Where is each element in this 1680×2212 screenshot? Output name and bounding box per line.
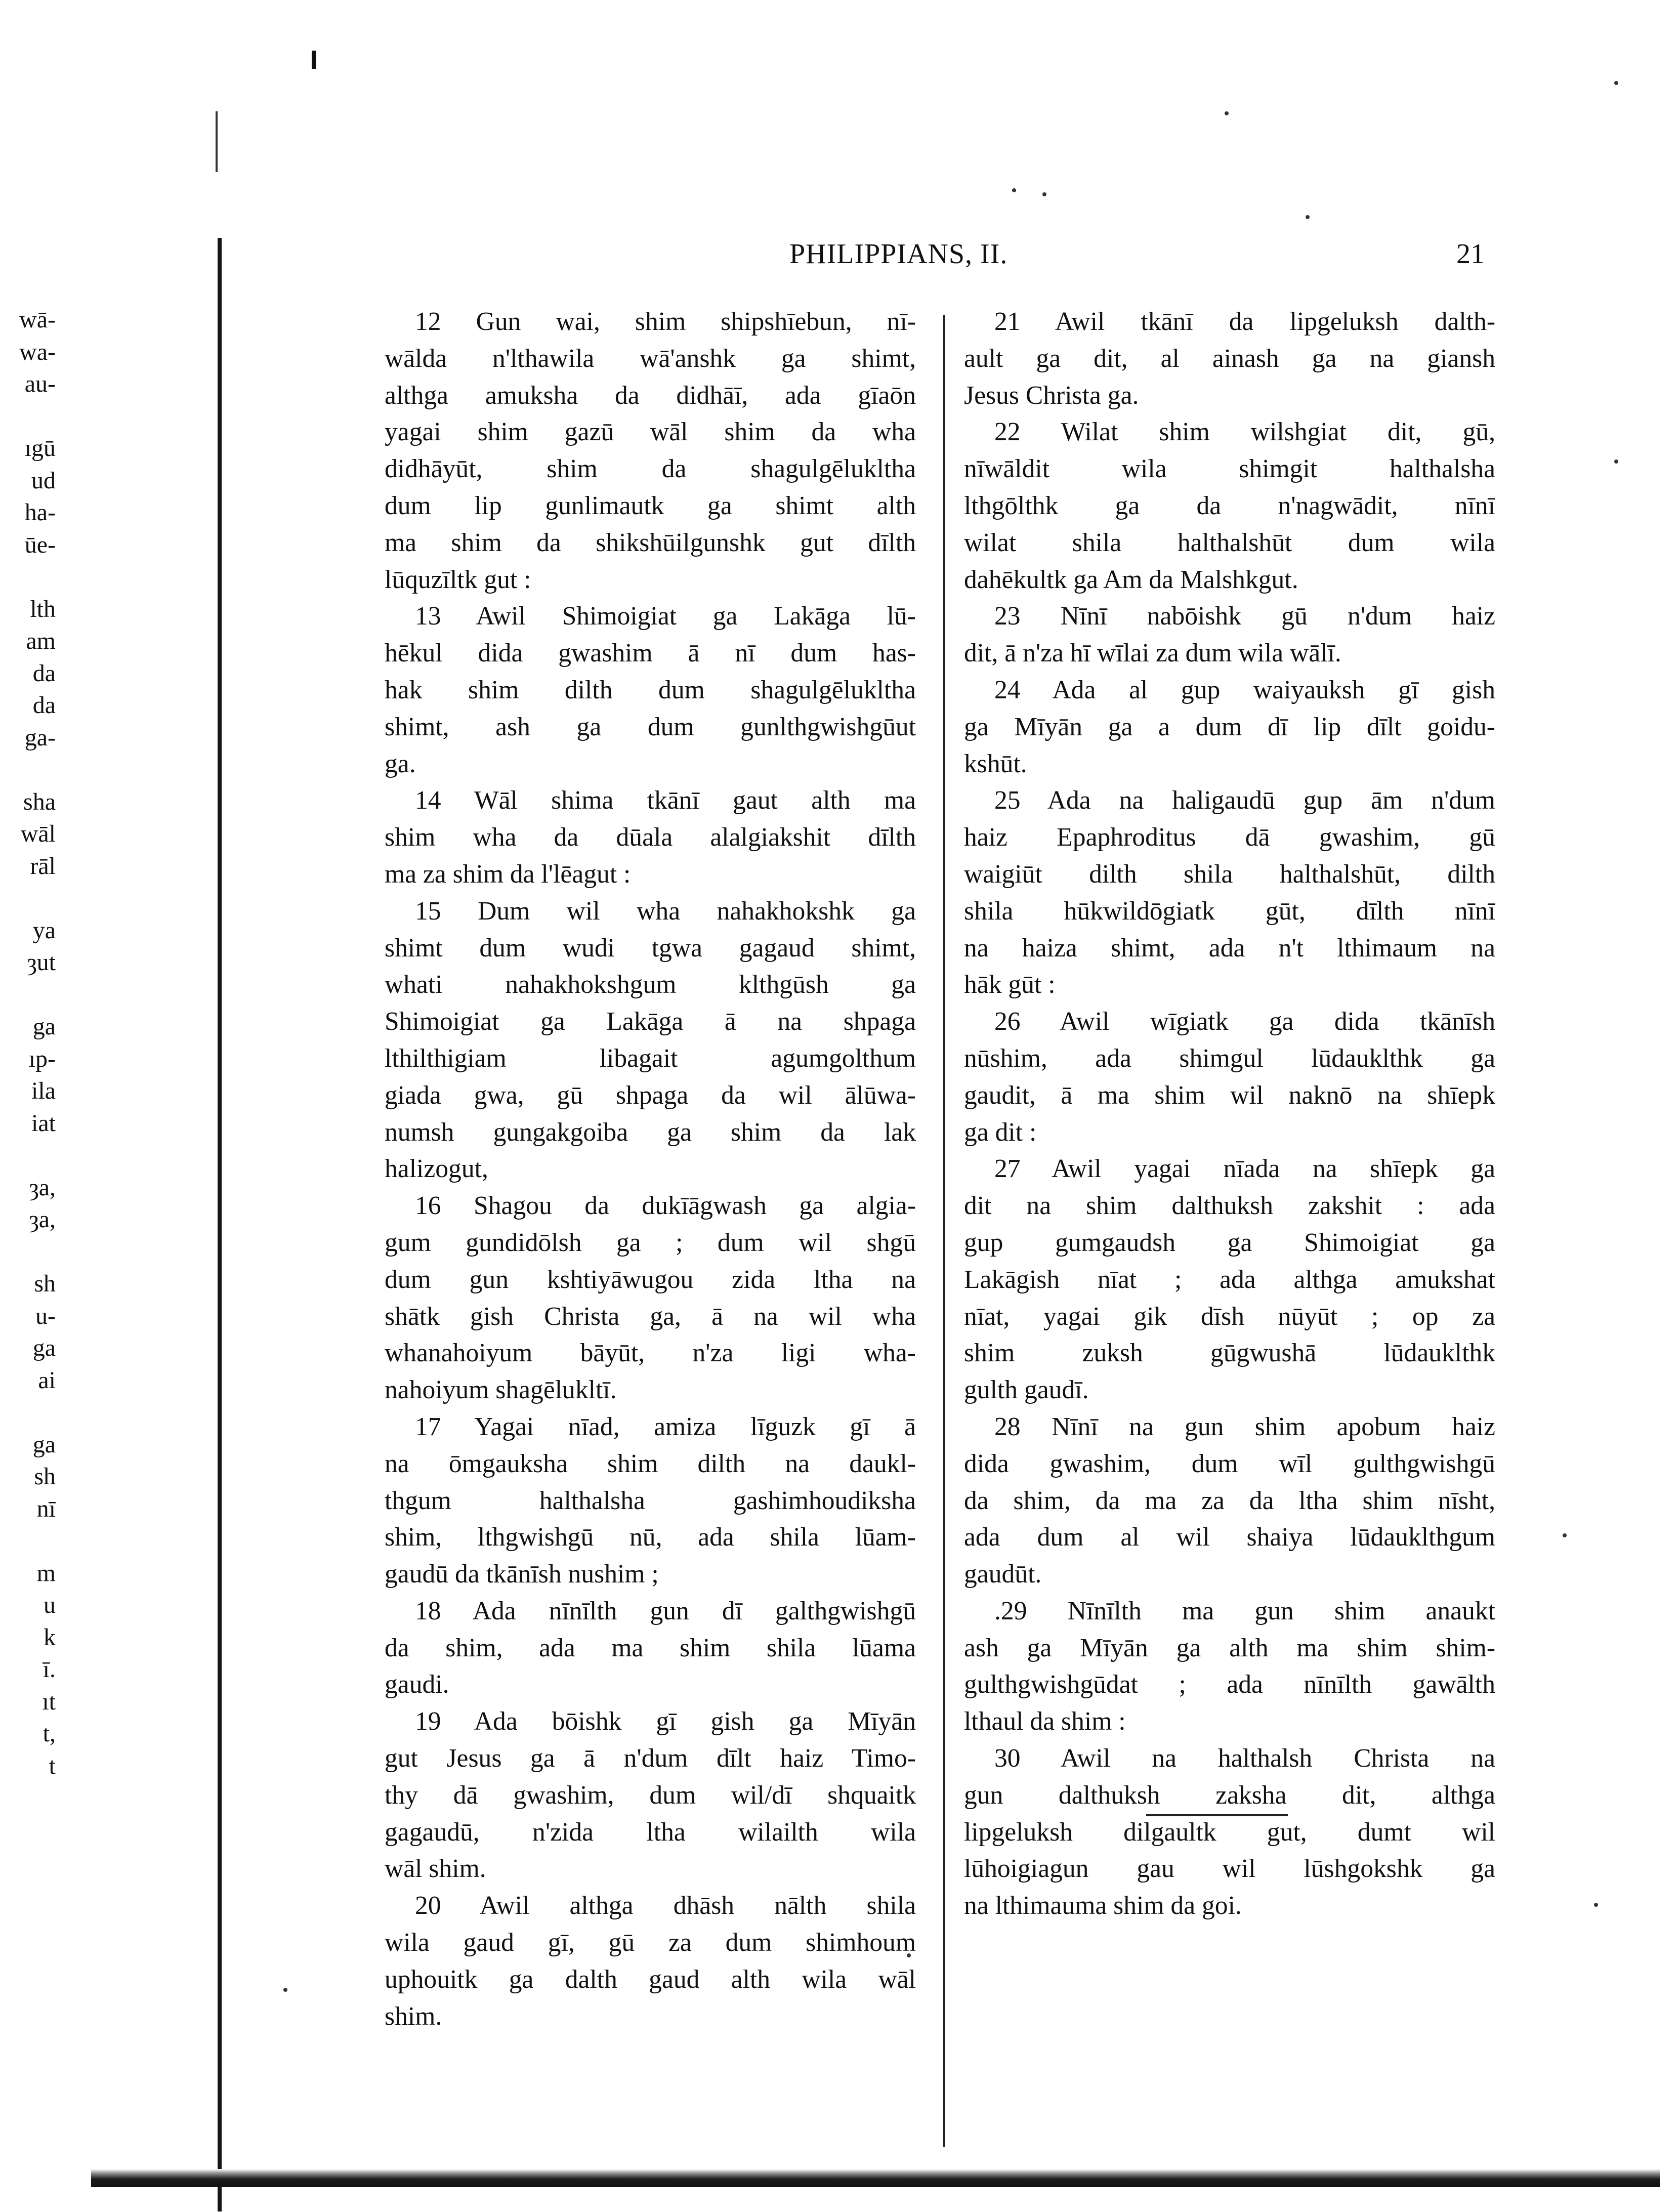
margin-fragment: ha- xyxy=(24,499,56,526)
verse-line: shim, lthgwishgū nū, ada shila lūam- xyxy=(385,1523,916,1552)
verse-line: 19 Ada bōishk gī gish ga Mīyān xyxy=(415,1707,916,1736)
margin-fragment: ī. xyxy=(43,1656,56,1683)
verse xyxy=(964,304,1495,414)
verse-line: 27 Awil yagai nīada na shīepk ga xyxy=(994,1154,1495,1184)
margin-fragment: da xyxy=(32,659,56,687)
verse-line: gaudi. xyxy=(385,1670,449,1699)
verse-line: dum lip gunlimautk ga shimt alth xyxy=(385,491,916,520)
margin-fragment: sha xyxy=(23,788,56,815)
margin-fragment: k xyxy=(44,1623,56,1651)
verse-line: 21 Awil tkānī da lipgeluksh dalth- xyxy=(994,307,1495,336)
verse-line: 28 Nīnī na gun shim apobum haiz xyxy=(994,1412,1495,1441)
page-number: 21 xyxy=(1456,238,1485,270)
margin-fragment: am xyxy=(26,628,56,654)
end-of-chapter-rule xyxy=(1146,1814,1288,1816)
verse-line: gaudū da tkānīsh nushim ; xyxy=(385,1560,659,1589)
margin-fragment xyxy=(0,979,56,1011)
margin-fragment: ūe- xyxy=(24,531,56,558)
margin-fragment: lth xyxy=(30,595,56,622)
binding-edge-line xyxy=(218,238,222,2211)
ink-speck xyxy=(1594,1903,1598,1907)
verse-line: ault ga dit, al ainash ga na giansh xyxy=(964,344,1495,373)
margin-fragment: ga xyxy=(32,1013,56,1040)
verse-line: waigiūt dilth shila halthalshūt, dilth xyxy=(964,859,1495,889)
top-margin-mark xyxy=(312,51,316,69)
verse-line: ma shim da shikshūilgunshk gut dīlth xyxy=(385,528,916,557)
verse-line: shimt, ash ga dum gunlthgwishgūut xyxy=(385,712,916,741)
margin-fragment xyxy=(0,1139,56,1172)
verse-line: lthaul da shim : xyxy=(964,1707,1126,1736)
verse-line: haiz Epaphroditus dā gwashim, gū xyxy=(964,823,1495,852)
margin-fragment: nī xyxy=(36,1495,56,1522)
column-divider-rule xyxy=(943,315,945,2147)
verse-line: dit na shim dalthuksh zakshit : ada xyxy=(964,1191,1495,1221)
verse-line: ga Mīyān ga a dum dī lip dīlt goidu- xyxy=(964,712,1495,741)
margin-fragment: ıt xyxy=(42,1688,56,1715)
ink-speck xyxy=(1563,1533,1567,1537)
verse-line: da shim, da ma za da ltha shim nīsht, xyxy=(964,1486,1495,1515)
verse-line: whati nahakhokshgum klthgūsh ga xyxy=(385,970,916,999)
verse-line: wila gaud gī, gū za dum shimhoum xyxy=(385,1928,916,1957)
verse-line: na lthimauma shim da goi. xyxy=(964,1891,1242,1921)
verse-line: shimt dum wudi tgwa gagaud shimt, xyxy=(385,933,916,963)
verse-line: 16 Shagou da dukīāgwash ga algia- xyxy=(415,1191,916,1221)
verse-line: lūquzīltk gut : xyxy=(385,565,531,594)
verse-line: yagai shim gazū wāl shim da wha xyxy=(385,418,916,447)
verse-line: lthilthigiam libagait agumgolthum xyxy=(385,1044,916,1073)
verse-line: gut Jesus ga ā n'dum dīlt haiz Timo- xyxy=(385,1744,916,1773)
verse xyxy=(385,1188,916,1409)
verse-line: nūshim, ada shimgul lūdauklthk ga xyxy=(964,1044,1495,1073)
verse-line: 24 Ada al gup waiyauksh gī gish xyxy=(994,675,1495,704)
verse-line: 12 Gun wai, shim shipshīebun, nī- xyxy=(415,307,916,336)
verse-line: ada dum al wil shaiya lūdauklthgum xyxy=(964,1523,1495,1552)
verse-line: dit, ā n'za hī wīlai za dum wila wālī. xyxy=(964,639,1341,668)
verse-line: lipgeluksh dilgaultk gut, dumt wil xyxy=(964,1817,1495,1847)
page-bottom-edge xyxy=(91,2169,1660,2187)
verse xyxy=(385,1703,916,1888)
verse-line: hēkul dida gwashim ā nī dum has- xyxy=(385,639,916,668)
verse-line: wāl shim. xyxy=(385,1854,486,1884)
verse-line: 15 Dum wil wha nahakhokshk ga xyxy=(415,896,916,926)
verse-line: gaudit, ā ma shim wil naknō na shīepk xyxy=(964,1080,1495,1110)
verse-line: whanahoiyum bāyūt, n'za ligi wha- xyxy=(385,1339,916,1368)
verse-line: lthgōlthk ga da n'nagwādit, nīnī xyxy=(964,491,1495,520)
verse xyxy=(964,672,1495,782)
margin-fragment: ud xyxy=(31,467,56,494)
verse-line: gagaudū, n'zida ltha wilailth wila xyxy=(385,1817,916,1847)
verse-line: 23 Nīnī nabōishk gū n'dum haiz xyxy=(994,602,1495,631)
margin-fragment xyxy=(0,400,56,433)
verse xyxy=(385,304,916,598)
verse-line: hāk gūt : xyxy=(964,970,1056,999)
margin-fragment: ȝa, xyxy=(29,1174,56,1201)
right-text-column xyxy=(964,304,1495,1925)
verse-line: Shimoigiat ga Lakāga ā na shpaga xyxy=(385,1007,916,1036)
verse-line: gulthgwishgūdat ; ada nīnīlth gawālth xyxy=(964,1670,1495,1699)
verse-line: Jesus Christa ga. xyxy=(964,381,1139,410)
verse xyxy=(964,782,1495,1004)
margin-fragment: da xyxy=(32,692,56,719)
verse xyxy=(385,893,916,1188)
verse-line: dida gwashim, dum wīl gulthgwishgū xyxy=(964,1449,1495,1478)
verse-line: dum gun kshtiyāwugou zida ltha na xyxy=(385,1265,916,1294)
verse-line: thy dā gwashim, dum wil/dī shquaitk xyxy=(385,1780,916,1810)
ink-speck xyxy=(1306,215,1310,219)
binding-edge-top xyxy=(216,111,218,172)
verse-line: 26 Awil wīgiatk ga dida tkānīsh xyxy=(994,1007,1495,1036)
verse-line: nīat, yagai gik dīsh nūyūt ; op za xyxy=(964,1302,1495,1331)
margin-fragment: t xyxy=(49,1752,56,1779)
verse-line: 30 Awil na halthalsh Christa na xyxy=(994,1744,1495,1773)
verse-line: 17 Yagai nīad, amiza līguzk gī ā xyxy=(415,1412,916,1441)
ink-speck xyxy=(1042,192,1046,196)
margin-fragment xyxy=(0,1396,56,1429)
verse xyxy=(964,414,1495,598)
verse-line: da shim, ada ma shim shila lūama xyxy=(385,1633,916,1662)
verse-line: uphouitk ga dalth gaud alth wila wāl xyxy=(385,1965,916,1994)
ink-speck xyxy=(283,1988,287,1992)
verse xyxy=(964,598,1495,672)
margin-fragment: t, xyxy=(43,1720,56,1747)
verse-line: gaudūt. xyxy=(964,1560,1042,1589)
verse-line: ash ga Mīyān ga alth ma shim shim- xyxy=(964,1633,1495,1662)
verse-line: dahēkultk ga Am da Malshkgut. xyxy=(964,565,1298,594)
verse-line: shim zuksh gūgwushā lūdauklthk xyxy=(964,1339,1495,1368)
margin-fragment: wa- xyxy=(19,338,56,365)
verse-line: shim wha da dūala alalgiakshit dīlth xyxy=(385,823,916,852)
verse-line: didhāyūt, shim da shagulgēlukltha xyxy=(385,454,916,484)
margin-fragment xyxy=(0,1236,56,1268)
verse-line: shila hūkwildōgiatk gūt, dīlth nīnī xyxy=(964,896,1495,926)
margin-fragment: rāl xyxy=(30,852,56,880)
verse-line: .29 Nīnīlth ma gun shim anaukt xyxy=(994,1596,1495,1625)
ink-speck xyxy=(1614,81,1618,85)
ink-speck xyxy=(1225,111,1229,115)
margin-fragment xyxy=(0,561,56,593)
margin-fragment: ga xyxy=(32,1334,56,1361)
margin-fragment: sh xyxy=(34,1463,56,1490)
verse xyxy=(385,1409,916,1593)
ink-speck xyxy=(1012,188,1016,192)
margin-fragment: u- xyxy=(35,1302,56,1329)
verse xyxy=(964,1409,1495,1593)
verse-line: 22 Wilat shim wilshgiat dit, gū, xyxy=(994,418,1495,447)
margin-fragment: au- xyxy=(24,370,56,397)
margin-fragment: ıp- xyxy=(28,1045,56,1072)
verse-line: giada gwa, gū shpaga da wil ālūwa- xyxy=(385,1080,916,1110)
margin-fragment: m xyxy=(36,1559,56,1587)
margin-fragment: ıgū xyxy=(24,435,56,462)
verse-line: wālda n'lthawila wā'anshk ga shimt, xyxy=(385,344,916,373)
verse-line: hak shim dilth dum shagulgēlukltha xyxy=(385,675,916,704)
verse-line: 13 Awil Shimoigiat ga Lakāga lū- xyxy=(415,602,916,631)
verse-line: gulth gaudī. xyxy=(964,1375,1089,1405)
verse-line: lūhoigiagun gau wil lūshgokshk ga xyxy=(964,1854,1495,1884)
verse-line: kshūt. xyxy=(964,749,1027,778)
verse-line: althga amuksha da didhāī, ada gīaōn xyxy=(385,381,916,410)
left-text-column xyxy=(385,304,916,2035)
verse-line: numsh gungakgoiba ga shim da lak xyxy=(385,1117,916,1147)
margin-fragment: u xyxy=(44,1592,56,1618)
verse-line: wilat shila halthalshūt dum wila xyxy=(964,528,1495,557)
verse xyxy=(964,1593,1495,1740)
verse-line: shim. xyxy=(385,2001,442,2031)
ink-speck xyxy=(1614,460,1618,464)
verse xyxy=(385,1888,916,2035)
verse-line: ma za shim da l'lēagut : xyxy=(385,859,631,889)
verse xyxy=(385,598,916,782)
verse-line: halizogut, xyxy=(385,1154,488,1184)
margin-fragment: ila xyxy=(31,1077,56,1104)
margin-fragment: iat xyxy=(31,1109,56,1137)
verse xyxy=(385,1593,916,1703)
verse-line: gum gundidōlsh ga ; dum wil shgū xyxy=(385,1228,916,1257)
verse-line: Lakāgish nīat ; ada althga amukshat xyxy=(964,1265,1495,1294)
margin-fragment: ȝa, xyxy=(29,1206,56,1233)
margin-fragment: sh xyxy=(34,1270,56,1297)
verse-line: na ōmgauksha shim dilth na daukl- xyxy=(385,1449,916,1478)
margin-fragment xyxy=(0,1525,56,1557)
running-head: PHILIPPIANS, II. xyxy=(789,238,1008,270)
margin-fragment: ga- xyxy=(24,724,56,751)
margin-fragment: ai xyxy=(38,1366,56,1394)
verse-line: shātk gish Christa ga, ā na wil wha xyxy=(385,1302,916,1331)
verse-line: 14 Wāl shima tkānī gaut alth ma xyxy=(415,786,916,815)
verse-line: 18 Ada nīnīlth gun dī galthgwishgū xyxy=(415,1596,916,1625)
verse-line: na haiza shimt, ada n't lthimaum na xyxy=(964,933,1495,963)
verse-line: thgum halthalsha gashimhoudiksha xyxy=(385,1486,916,1515)
verse-line: nīwāldit wila shimgit halthalsha xyxy=(964,454,1495,484)
verse-line: ga. xyxy=(385,749,416,778)
verse-line: gup gumgaudsh ga Shimoigiat ga xyxy=(964,1228,1495,1257)
margin-fragment xyxy=(0,754,56,786)
verse xyxy=(385,782,916,893)
verse-line: 25 Ada na haligaudū gup ām n'dum xyxy=(994,786,1495,815)
previous-page-bleed-fragments xyxy=(0,304,56,1782)
verse xyxy=(964,1004,1495,1151)
margin-fragment: wā- xyxy=(19,306,56,333)
verse xyxy=(964,1151,1495,1409)
margin-fragment xyxy=(0,882,56,914)
margin-fragment: wāl xyxy=(20,820,56,847)
margin-fragment: ga xyxy=(32,1431,56,1458)
verse xyxy=(964,1740,1495,1925)
margin-fragment: ȝut xyxy=(27,949,56,976)
verse-line: nahoiyum shagēlukltī. xyxy=(385,1375,617,1405)
margin-fragment: ya xyxy=(32,916,56,944)
verse-line: 20 Awil althga dhāsh nālth shila xyxy=(415,1891,916,1921)
verse-line: gun dalthuksh zaksha dit, althga xyxy=(964,1780,1495,1810)
verse-line: ga dit : xyxy=(964,1117,1037,1147)
